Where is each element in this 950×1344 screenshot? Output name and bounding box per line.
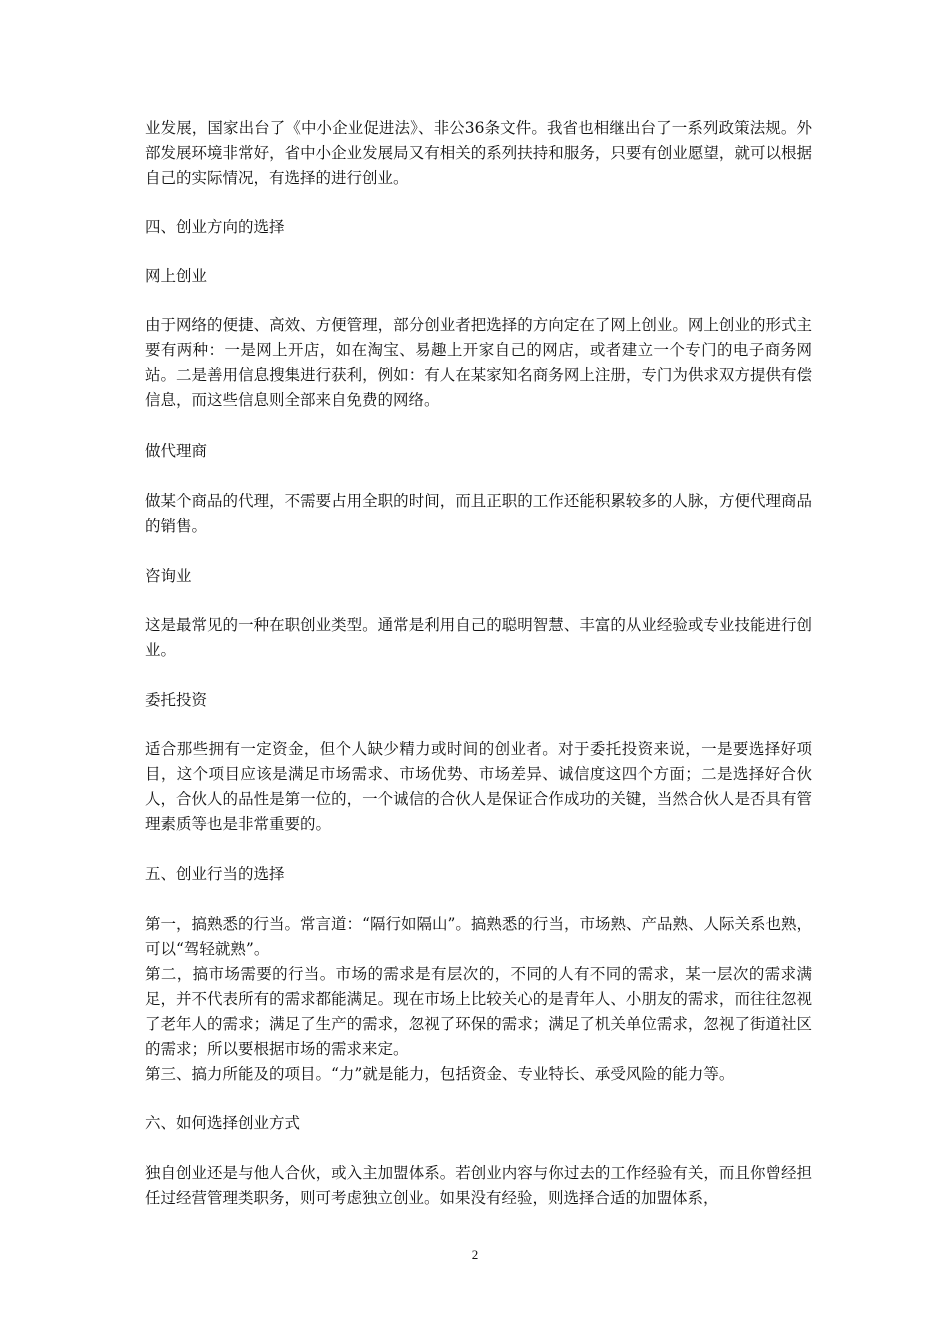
page-number: 2 (471, 1247, 479, 1262)
subheading-online: 网上创业 (145, 267, 208, 285)
subheading-invest: 委托投资 (145, 691, 208, 709)
paragraph-familiar-trade: 第一，搞熟悉的行当。常言道：“隔行如隔山”。搞熟悉的行当，市场熟、产品熟、人际关系也熟，可以“驾轻就熟”。 (145, 915, 812, 958)
paragraph-invest: 适合那些拥有一定资金，但个人缺少精力或时间的创业者。对于委托投资来说，一是要选择好项目，这个项目应该是满足市场需求、市场优势、市场差异、诚信度这四个方面；二是选择好合伙人，合伙人的品性是第一位的，一个诚信的合伙人是保证合作成功的关键，当然合伙人是否具有管理素质等也是非常重要的。 (145, 740, 812, 833)
paragraph-policy: 业发展，国家出台了《中小企业促进法》、非公36条文件。我省也相继出台了一系列政策法规。外部发展环境非常好，省中小企业发展局又有相关的系列扶持和服务，只要有创业愿望，就可以根据自己的实际情况，有选择的进行创业。 (145, 119, 812, 187)
subheading-agent: 做代理商 (145, 442, 208, 460)
paragraph-consult: 这是最常见的一种在职创业类型。通常是利用自己的聪明智慧、丰富的从业经验或专业技能进行创业。 (145, 616, 812, 659)
section-heading-4: 四、创业方向的选择 (145, 218, 285, 236)
paragraph-market-trade: 第二，搞市场需要的行当。市场的需求是有层次的，不同的人有不同的需求，某一层次的需求满足，并不代表所有的需求都能满足。现在市场上比较关心的是青年人、小朋友的需求，而往往忽视了老年人的需求；满足了生产的需求，忽视了环保的需求；满足了机关单位需求，忽视了街道社区的需求；所以要根据市场的需求来定。 (145, 965, 812, 1058)
paragraph-agent: 做某个商品的代理，不需要占用全职的时间，而且正职的工作还能积累较多的人脉，方便代理商品的销售。 (145, 492, 812, 535)
paragraph-capability-trade: 第三、搞力所能及的项目。“力”就是能力，包括资金、专业特长、承受风险的能力等。 (145, 1065, 735, 1083)
section-heading-6: 六、如何选择创业方式 (145, 1114, 301, 1132)
paragraph-online: 由于网络的便捷、高效、方便管理，部分创业者把选择的方向定在了网上创业。网上创业的形式主要有两种：一是网上开店，如在淘宝、易趣上开家自己的网店，或者建立一个专门的电子商务网站。二是善用信息搜集进行获利，例如：有人在某家知名商务网上注册，专门为供求双方提供有偿信息，而这些信息则全部来自免费的网络。 (145, 316, 812, 409)
subheading-consult: 咨询业 (145, 567, 192, 585)
paragraph-startup-mode: 独自创业还是与他人合伙，或入主加盟体系。若创业内容与你过去的工作经验有关，而且你曾经担任过经营管理类职务，则可考虑独立创业。如果没有经验，则选择合适的加盟体系， (145, 1164, 812, 1207)
section-heading-5: 五、创业行当的选择 (145, 865, 285, 883)
